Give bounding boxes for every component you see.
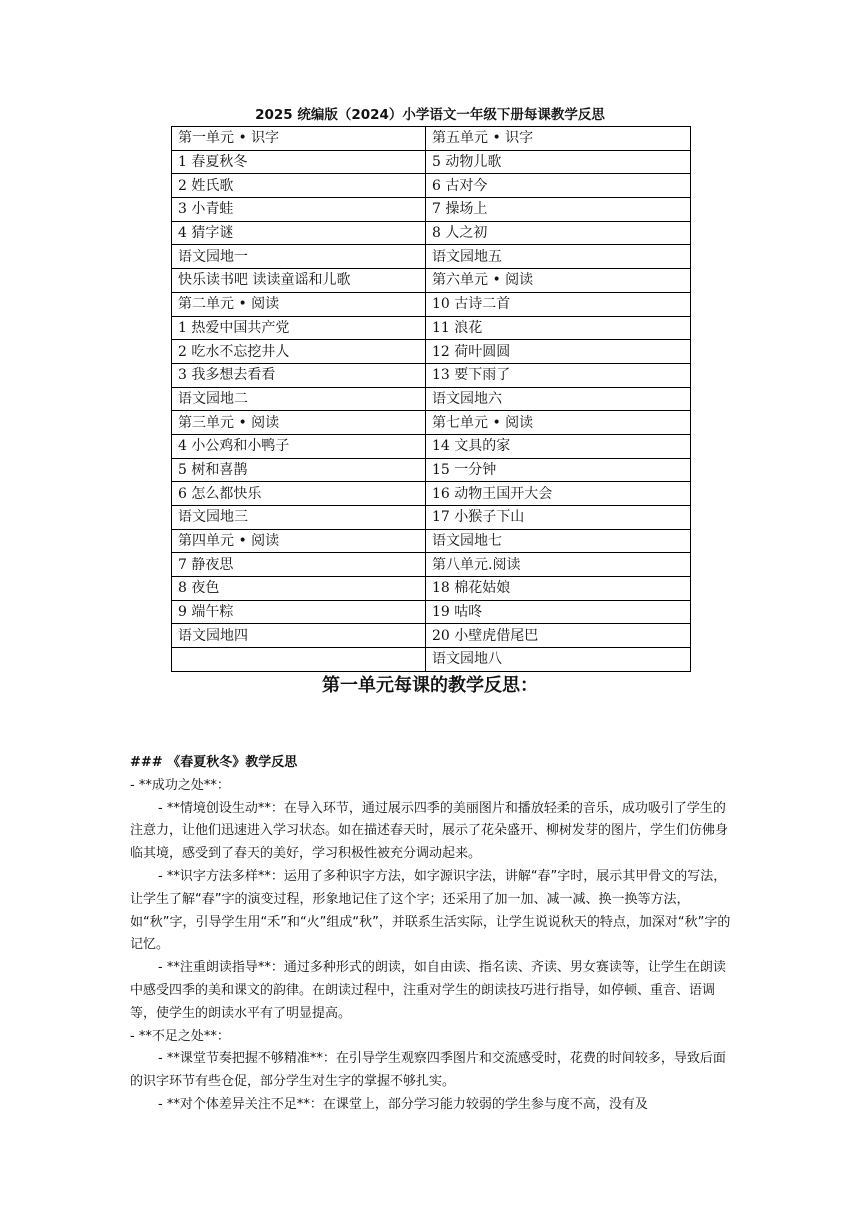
table-row [172,245,691,269]
table-cell: 语文园地七 [426,529,691,553]
table-cell: 第六单元 • 阅读 [426,269,691,293]
table-cell: 19 咕咚 [426,600,691,624]
lesson-heading: ### 《春夏秋冬》教学反思 [130,755,298,770]
paragraph: - **不足之处**： [130,1028,230,1044]
table-row [172,363,691,387]
table-row [172,600,691,624]
table-cell: 10 古诗二首 [426,292,691,316]
table-cell: 语文园地六 [426,387,691,411]
table-cell: 3 我多想去看看 [172,363,426,387]
table-row [172,411,691,435]
table-cell: 第三单元 • 阅读 [172,411,426,435]
table-cell: 1 热爱中国共产党 [172,316,426,340]
table-row [172,434,691,458]
table-cell: 语文园地二 [172,387,426,411]
table-row [172,577,691,601]
table-cell: 20 小壁虎借尾巴 [426,624,691,648]
table-cell: 2 姓氏歌 [172,174,426,198]
table-cell: 13 要下雨了 [426,363,691,387]
paragraph: - **情境创设生动**：在导入环节，通过展示四季的美丽图片和播放轻柔的音乐，成功吸引了学生的注意力，让他们迅速进入学习状态。如在描述春天时，展示了花朵盛开、柳树发芽的图片，学生们仿佛身临其境，感受到了春天的美好，学习积极性被充分调动起来。 [130,800,729,862]
table-cell: 第二单元 • 阅读 [172,292,426,316]
table-row [172,340,691,364]
paragraph: - **注重朗读指导**：通过多种形式的朗读，如自由读、指名读、齐读、男女赛读等，让学生在朗读中感受四季的美和课文的韵律。在朗读过程中，注重对学生的朗读技巧进行指导，如停顿、重音、语调等，使学生的朗读水平有了明显提高。 [130,960,726,1021]
table-row [172,127,691,151]
table-cell: 5 树和喜鹊 [172,458,426,482]
table-row [172,529,691,553]
table-row [172,387,691,411]
table-cell [172,648,426,672]
table-row [172,458,691,482]
table-cell: 4 猜字谜 [172,221,426,245]
table-cell: 12 荷叶圆圆 [426,340,691,364]
table-row [172,506,691,530]
table-cell: 6 怎么都快乐 [172,482,426,506]
table-cell: 2 吃水不忘挖井人 [172,340,426,364]
document-title: 2025 统编版（2024）小学语文一年级下册每课教学反思 [255,107,605,123]
table-row [172,624,691,648]
table-cell: 第五单元 • 识字 [426,127,691,151]
table-cell: 7 操场上 [426,198,691,222]
toc-body [172,127,691,672]
table-cell: 5 动物儿歌 [426,150,691,174]
table-cell: 9 端午粽 [172,600,426,624]
paragraph: - **课堂节奏把握不够精准**：在引导学生观察四季图片和交流感受时，花费的时间较多，导致后面的识字环节有些仓促，部分学生对生字的掌握不够扎实。 [130,1051,726,1090]
table-row [172,150,691,174]
table-row [172,553,691,577]
table-row [172,269,691,293]
table-row [172,221,691,245]
table-row [172,198,691,222]
paragraph: - **成功之处**： [130,777,230,793]
table-cell: 第八单元.阅读 [426,553,691,577]
table-row [172,648,691,672]
table-cell: 语文园地四 [172,624,426,648]
table-cell: 语文园地一 [172,245,426,269]
table-cell: 18 棉花姑娘 [426,577,691,601]
table-row [172,316,691,340]
table-cell: 8 人之初 [426,221,691,245]
table-of-contents [171,126,691,672]
table-cell: 语文园地八 [426,648,691,672]
section-heading: 第一单元每课的教学反思： [322,675,538,696]
table-cell: 4 小公鸡和小鸭子 [172,434,426,458]
table-row [172,482,691,506]
table-cell: 第一单元 • 识字 [172,127,426,151]
table-cell: 7 静夜思 [172,553,426,577]
table-cell: 3 小青蛙 [172,198,426,222]
table-cell: 6 古对今 [426,174,691,198]
table-cell: 1 春夏秋冬 [172,150,426,174]
table-cell: 语文园地五 [426,245,691,269]
table-cell: 8 夜色 [172,577,426,601]
table-cell: 第七单元 • 阅读 [426,411,691,435]
paragraph: - **识字方法多样**：运用了多种识字方法，如字源识字法，讲解“春”字时，展示其甲骨文的写法，让学生了解“春”字的演变过程，形象地记住了这个字；还采用了加一加、减一减、换一换等方法，如“秋”字，引导学生用“禾”和“火”组成“秋”，并联系生活实际，让学生说说秋天的特点，加深对“秋”字的记忆。 [130,868,731,953]
paragraph: - **对个体差异关注不足**：在课堂上，部分学习能力较弱的学生参与度不高，没有及 [158,1096,648,1112]
table-row [172,174,691,198]
table-cell: 语文园地三 [172,506,426,530]
table-row [172,292,691,316]
table-cell: 14 文具的家 [426,434,691,458]
table-cell: 17 小猴子下山 [426,506,691,530]
table-cell: 11 浪花 [426,316,691,340]
table-cell: 16 动物王国开大会 [426,482,691,506]
table-cell: 第四单元 • 阅读 [172,529,426,553]
reflection-body [130,752,732,1117]
table-cell: 15 一分钟 [426,458,691,482]
table-cell: 快乐读书吧 读读童谣和儿歌 [172,269,426,293]
